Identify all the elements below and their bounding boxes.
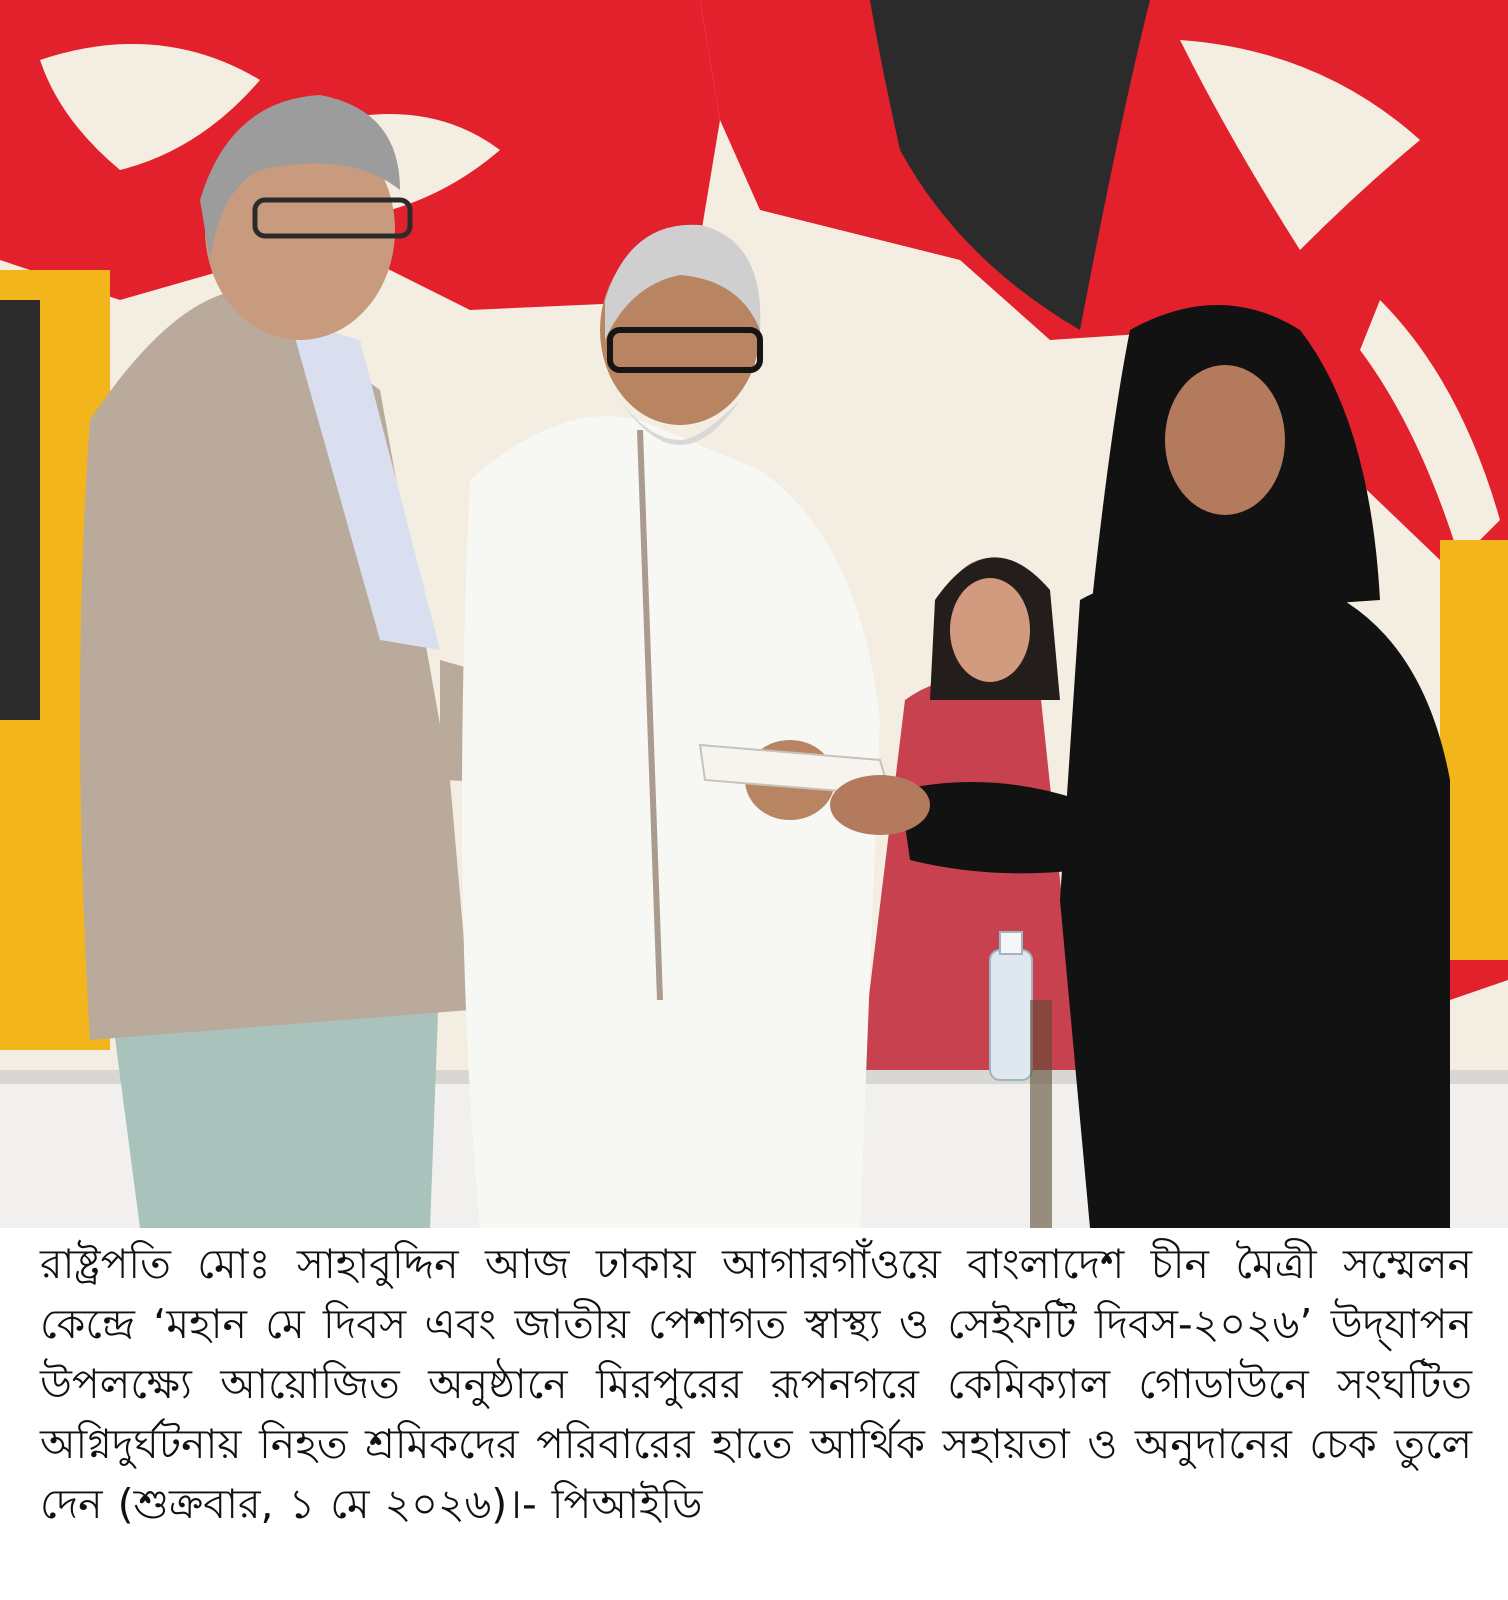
photo-caption: রাষ্ট্রপতি মোঃ সাহাবুদ্দিন আজ ঢাকায় আগারগাঁওয়ে বাংলাদেশ চীন মৈত্রী সম্মেলন কেন্দ্রে ‘মহান মে দিবস এবং জাতীয় পেশাগত স্বাস্থ্য ও সেইফটি দিবস-২০২৬’ উদ্‌যাপন উপলক্ষ্যে আয়োজিত অনুষ্ঠানে মিরপুরের রূপনগরে কেমিক্যাল গোডাউনে সংঘটিত অগ্নিদুর্ঘটনায় নিহত শ্রমিকদের পরিবারের হাতে আর্থিক সহায়তা ও অনুদানের চেক তুলে দেন (শুক্রবার, ১ মে ২০২৬)।- পিআইডি [40, 1240, 1472, 1528]
water-bottle [990, 932, 1032, 1080]
backdrop-yellow-right [1440, 540, 1508, 960]
backdrop-dark-panel [0, 300, 40, 720]
